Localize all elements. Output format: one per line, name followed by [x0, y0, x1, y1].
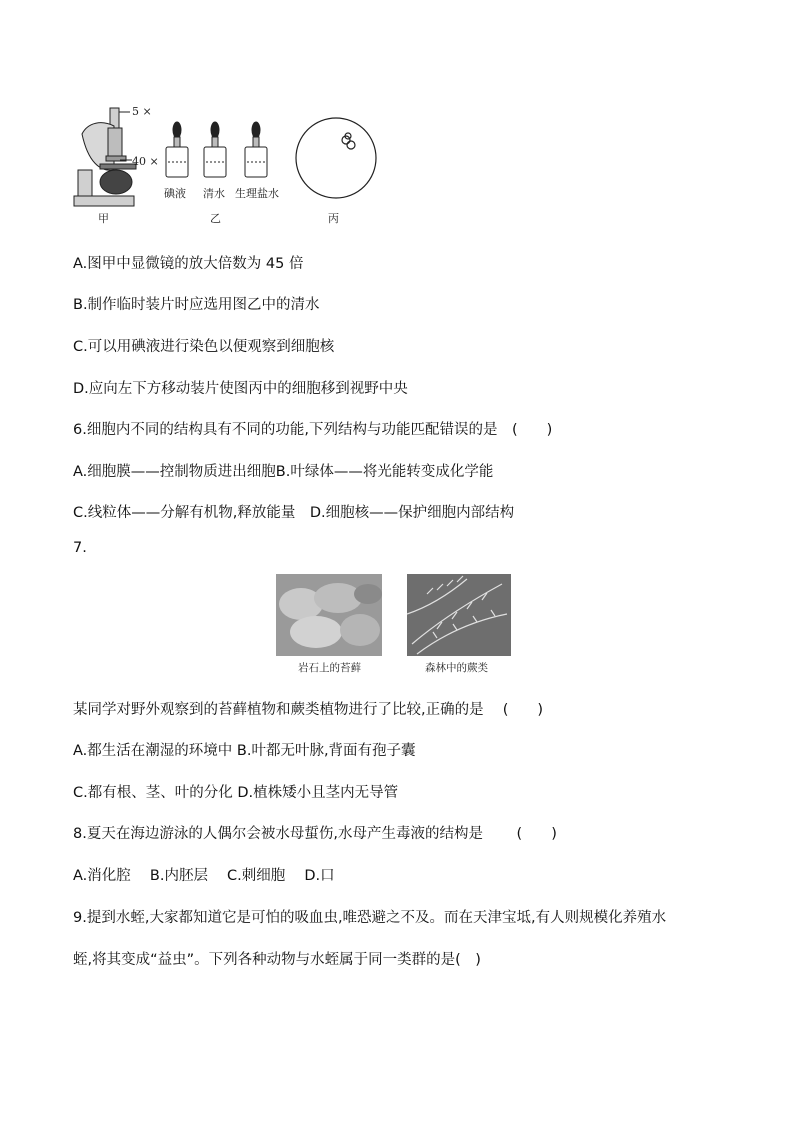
panel-label-jia: 甲 [98, 212, 109, 225]
moss-rock-image [276, 574, 382, 656]
dropper-bottle-icon [245, 122, 267, 177]
magnification-objective-label: 40 × [132, 155, 159, 168]
moss-photo [276, 574, 382, 656]
bottle-label-saline: 生理盐水 [235, 187, 279, 200]
q9-line2: 蛭,将其变成“益虫”。下列各种动物与水蛭属于同一类群的是( ) [73, 952, 481, 968]
q9-line1: 9.提到水蛭,大家都知道它是可怕的吸血虫,唯恐避之不及。而在天津宝坻,有人则规模化养殖水 [73, 910, 667, 926]
q7-stem: 某同学对野外观察到的苔藓植物和蕨类植物进行了比较,正确的是 ( ) [73, 702, 544, 718]
bottle-label-iodine: 碘液 [164, 187, 186, 200]
microscope-icon [74, 108, 136, 206]
q5-option-d: D.应向左下方移动装片使图丙中的细胞移到视野中央 [73, 381, 408, 397]
panel-label-bing: 丙 [328, 212, 339, 225]
field-of-view-icon [296, 118, 376, 198]
q6-options-line1: A.细胞膜——控制物质进出细胞B.叶绿体——将光能转变成化学能 [73, 464, 494, 480]
moss-caption: 岩石上的苔藓 [298, 662, 361, 674]
fern-photo [407, 574, 511, 656]
q8-stem: 8.夏天在海边游泳的人偶尔会被水母蜇伤,水母产生毒液的结构是 ( ) [73, 826, 557, 842]
magnification-eyepiece-label: 5 × [132, 105, 152, 118]
q8-options: A.消化腔 B.内胚层 C.刺细胞 D.口 [73, 868, 335, 884]
q6-stem: 6.细胞内不同的结构具有不同的功能,下列结构与功能匹配错误的是 ( ) [73, 422, 553, 438]
q7-options-line2: C.都有根、茎、叶的分化 D.植株矮小且茎内无导管 [73, 785, 399, 801]
fern-caption: 森林中的蕨类 [425, 662, 488, 674]
fern-forest-image [407, 574, 511, 656]
dropper-bottle-icon [204, 122, 226, 177]
q6-options-line2: C.线粒体——分解有机物,释放能量 D.细胞核——保护细胞内部结构 [73, 505, 515, 521]
microscope-illustration [70, 100, 400, 230]
figure-microscope-set [70, 100, 400, 230]
bottle-label-water: 清水 [203, 187, 225, 200]
q5-option-b: B.制作临时装片时应选用图乙中的清水 [73, 297, 320, 313]
q7-number: 7. [73, 540, 87, 556]
q5-option-c: C.可以用碘液进行染色以便观察到细胞核 [73, 339, 335, 355]
q5-option-a: A.图甲中显微镜的放大倍数为 45 倍 [73, 256, 304, 272]
dropper-bottle-icon [166, 122, 188, 177]
panel-label-yi: 乙 [210, 212, 221, 225]
q7-options-line1: A.都生活在潮湿的环境中 B.叶都无叶脉,背面有孢子囊 [73, 743, 416, 759]
